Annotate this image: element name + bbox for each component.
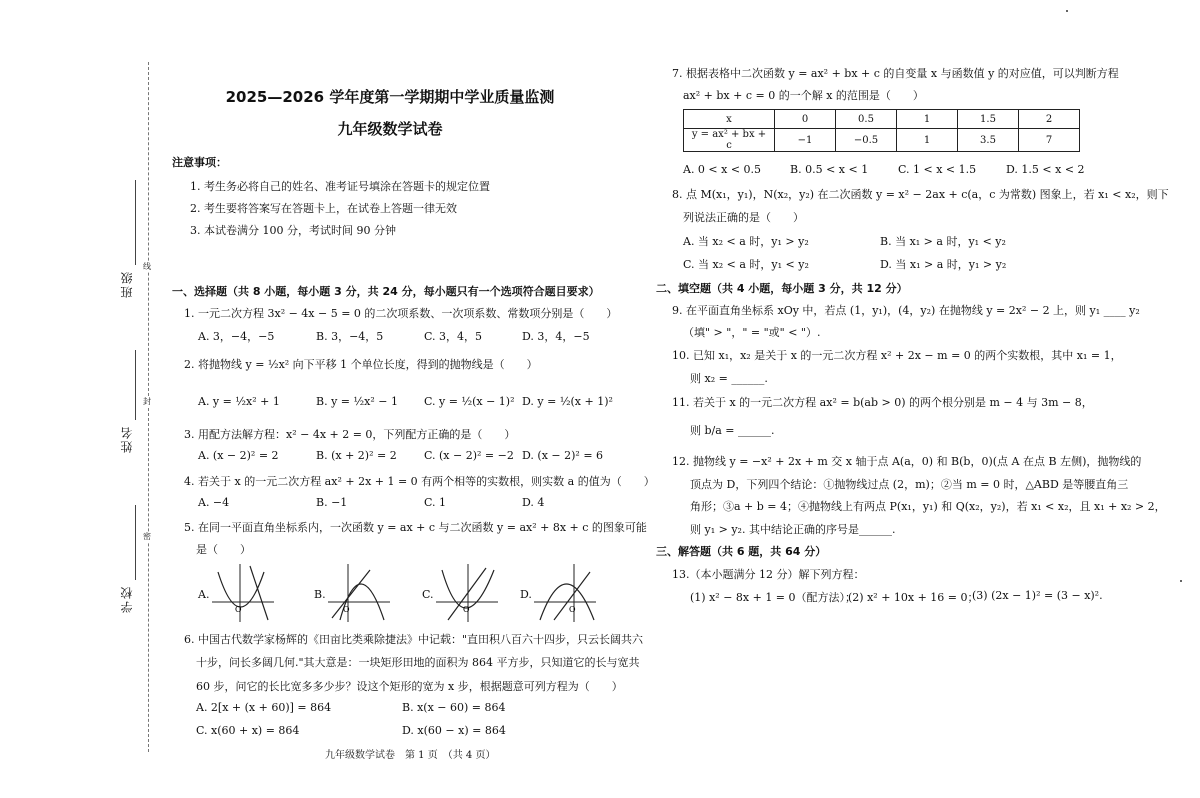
q10-line1: 10. 已知 x₁，x₂ 是关于 x 的一元二次方程 x² + 2x − m = 0 的两个实数根，其中 x₁ = 1， xyxy=(672,349,1122,362)
q6-option-d: D. x(60 − x) = 864 xyxy=(402,724,506,737)
name-blank xyxy=(135,350,136,420)
q12-line1: 12. 抛物线 y = −x² + 2x + m 交 x 轴于点 A(a，0) 和 B(b，0)(点 A 在点 B 左侧)，抛物线的 xyxy=(672,455,1142,468)
q7-option-a: A. 0 < x < 0.5 xyxy=(683,163,762,176)
seal-mark-1: 线 xyxy=(143,262,151,271)
seal-mark-3: 密 xyxy=(143,532,151,541)
q5-a-origin: O xyxy=(235,605,242,614)
q13-stem: 13.（本小题满分 12 分）解下列方程： xyxy=(672,568,865,581)
q6-option-c: C. x(60 + x) = 864 xyxy=(196,724,300,737)
q11-line2: 则 b/a = ______. xyxy=(690,424,775,437)
q12-line3: 角形；③a + b = 4；④抛物线上有两点 P(x₁，y₁) 和 Q(x₂，y₂)，若 x₁ < x₂，且 x₁ + x₂ > 2， xyxy=(690,500,1166,513)
q7-stem-line2: ax² + bx + c = 0 的一个解 x 的范围是（ ） xyxy=(683,89,924,102)
q7-table-row-y xyxy=(684,129,1080,152)
q12-line2: 顶点为 D，下列四个结论：①抛物线过点 (2，m)；②当 m = 0 时，△ABD 是等腰直角三 xyxy=(690,478,1129,491)
school-label: 学校 xyxy=(120,585,134,613)
q5-stem-line2: 是（ ） xyxy=(196,543,251,556)
q5-graph-c xyxy=(434,562,500,624)
q3-stem: 3. 用配方法解方程：x² − 4x + 2 = 0，下列配方正确的是（ ） xyxy=(184,428,516,441)
scan-speck xyxy=(1066,10,1068,12)
q7-option-c: C. 1 < x < 1.5 xyxy=(898,163,977,176)
section3-heading: 三、解答题（共 6 题，共 64 分） xyxy=(656,545,827,558)
q8-stem-line1: 8. 点 M(x₁，y₁)，N(x₂，y₂) 在二次函数 y = x² − 2ax + c(a，c 为常数) 图象上，若 x₁ < x₂，则下 xyxy=(672,188,1169,201)
q5-stem-line1: 5. 在同一平面直角坐标系内，一次函数 y = ax + c 与二次函数 y = ax² + 8x + c 的图象可能 xyxy=(184,521,647,534)
q7-cell: 0.5 xyxy=(836,110,897,129)
q5-graph-d xyxy=(532,562,598,624)
q5-graph-b xyxy=(326,562,392,624)
q7-cell: 1.5 xyxy=(958,110,1019,129)
q13-part-1: (1) x² − 8x + 1 = 0（配方法）； xyxy=(690,591,857,604)
q6-option-a: A. 2[x + (x + 60)] = 864 xyxy=(196,701,332,714)
binding-dashed-line xyxy=(148,62,149,752)
q7-cell: 1 xyxy=(897,129,958,152)
q7-cell: x xyxy=(684,110,775,129)
q11-line1: 11. 若关于 x 的一元二次方程 ax² = b(ab > 0) 的两个根分别是 m − 4 与 3m − 8， xyxy=(672,396,1093,409)
q7-value-table xyxy=(683,109,1080,152)
exam-subtitle: 九年级数学试卷 xyxy=(337,120,443,138)
q5-d-origin: O xyxy=(569,605,576,614)
q8-stem-line2: 列说法正确的是（ ） xyxy=(683,211,804,224)
notice-heading: 注意事项： xyxy=(172,156,227,169)
q9-line1: 9. 在平面直角坐标系 xOy 中，若点 (1，y₁)，(4，y₂) 在抛物线 y = 2x² − 2 上，则 y₁ ____ y₂ xyxy=(672,304,1140,317)
scan-speck xyxy=(1180,580,1182,582)
q2-option-d: D. y = ½(x + 1)² xyxy=(522,395,613,408)
q7-cell: −1 xyxy=(775,129,836,152)
q2-option-b: B. y = ½x² − 1 xyxy=(316,395,398,408)
q4-option-d: D. 4 xyxy=(522,496,545,509)
q8-option-a: A. 当 x₂ < a 时，y₁ > y₂ xyxy=(683,235,809,248)
q9-line2: （填" > "，" = "或" < "）. xyxy=(683,326,821,339)
q7-table-row-x xyxy=(684,110,1080,129)
q3-option-a: A. (x − 2)² = 2 xyxy=(198,449,279,462)
q8-option-d: D. 当 x₁ > a 时，y₁ > y₂ xyxy=(880,258,1007,271)
q7-cell: 2 xyxy=(1019,110,1080,129)
class-blank xyxy=(135,180,136,265)
q6-option-b: B. x(x − 60) = 864 xyxy=(402,701,506,714)
q5-b-origin: O xyxy=(343,605,350,614)
q1-option-d: D. 3，4，−5 xyxy=(522,330,590,343)
q1-option-b: B. 3，−4，5 xyxy=(316,330,384,343)
q5-option-d: D. xyxy=(520,588,532,601)
q13-part-3: (3) (2x − 1)² = (3 − x)². xyxy=(972,589,1103,602)
q5-c-origin: O xyxy=(463,605,470,614)
q6-stem-line2: 十步，问长多阔几何."其大意是：一块矩形田地的面积为 864 平方步，只知道它的长与宽共 xyxy=(196,656,640,669)
q7-cell: 0 xyxy=(775,110,836,129)
q1-option-c: C. 3，4，5 xyxy=(424,330,483,343)
q10-line2: 则 x₂ = ______. xyxy=(690,372,768,385)
q5-option-a: A. xyxy=(198,588,210,601)
q4-option-a: A. −4 xyxy=(198,496,230,509)
q7-cell: 7 xyxy=(1019,129,1080,152)
q12-line4: 则 y₁ > y₂. 其中结论正确的序号是______. xyxy=(690,523,896,536)
q5-option-c: C. xyxy=(422,588,434,601)
q6-stem-line1: 6. 中国古代数学家杨辉的《田亩比类乘除捷法》中记载："直田积八百六十四步，只云长阔共六 xyxy=(184,633,644,646)
q7-cell: −0.5 xyxy=(836,129,897,152)
q2-option-c: C. y = ½(x − 1)² xyxy=(424,395,515,408)
q5-graph-a xyxy=(210,562,276,624)
q7-stem-line1: 7. 根据表格中二次函数 y = ax² + bx + c 的自变量 x 与函数值 y 的对应值，可以判断方程 xyxy=(672,67,1119,80)
seal-mark-2: 封 xyxy=(143,397,151,406)
q2-option-a: A. y = ½x² + 1 xyxy=(198,395,280,408)
q7-option-b: B. 0.5 < x < 1 xyxy=(790,163,869,176)
class-label: 班级 xyxy=(120,270,134,298)
q13-part-2: (2) x² + 10x + 16 = 0； xyxy=(848,591,979,604)
q1-option-a: A. 3，−4，−5 xyxy=(198,330,275,343)
q7-cell: 3.5 xyxy=(958,129,1019,152)
q1-stem: 1. 一元二次方程 3x² − 4x − 5 = 0 的二次项系数、一次项系数、常数项分别是（ ） xyxy=(184,307,618,320)
q7-option-d: D. 1.5 < x < 2 xyxy=(1006,163,1085,176)
q3-option-d: D. (x − 2)² = 6 xyxy=(522,449,604,462)
page-footer: 九年级数学试卷 第 1 页 （共 4 页） xyxy=(325,750,496,761)
school-blank xyxy=(135,505,136,580)
q5-option-b: B. xyxy=(314,588,326,601)
section2-heading: 二、填空题（共 4 小题，每小题 3 分，共 12 分） xyxy=(656,282,908,295)
q3-option-c: C. (x − 2)² = −2 xyxy=(424,449,514,462)
q8-option-c: C. 当 x₂ < a 时，y₁ < y₂ xyxy=(683,258,809,271)
q3-option-b: B. (x + 2)² = 2 xyxy=(316,449,397,462)
notice-item-3: 3. 本试卷满分 100 分，考试时间 90 分钟 xyxy=(190,224,396,237)
q4-option-c: C. 1 xyxy=(424,496,447,509)
q7-cell: y = ax² + bx + c xyxy=(684,129,775,152)
name-label: 姓名 xyxy=(120,425,134,453)
q2-stem: 2. 将抛物线 y = ½x² 向下平移 1 个单位长度，得到的抛物线是（ ） xyxy=(184,358,538,371)
q4-stem: 4. 若关于 x 的一元二次方程 ax² + 2x + 1 = 0 有两个相等的实数根，则实数 a 的值为（ ） xyxy=(184,475,655,488)
q6-stem-line3: 60 步，问它的长比宽多多少步？设这个矩形的宽为 x 步，根据题意可列方程为（ ） xyxy=(196,680,623,693)
exam-title: 2025—2026 学年度第一学期期中学业质量监测 xyxy=(225,88,555,106)
q7-cell: 1 xyxy=(897,110,958,129)
q8-option-b: B. 当 x₁ > a 时，y₁ < y₂ xyxy=(880,235,1006,248)
notice-item-1: 1. 考生务必将自己的姓名、准考证号填涂在答题卡的规定位置 xyxy=(190,180,490,193)
section1-heading: 一、选择题（共 8 小题，每小题 3 分，共 24 分，每小题只有一个选项符合题目要求） xyxy=(172,285,600,298)
q4-option-b: B. −1 xyxy=(316,496,348,509)
notice-item-2: 2. 考生要将答案写在答题卡上，在试卷上答题一律无效 xyxy=(190,202,457,215)
